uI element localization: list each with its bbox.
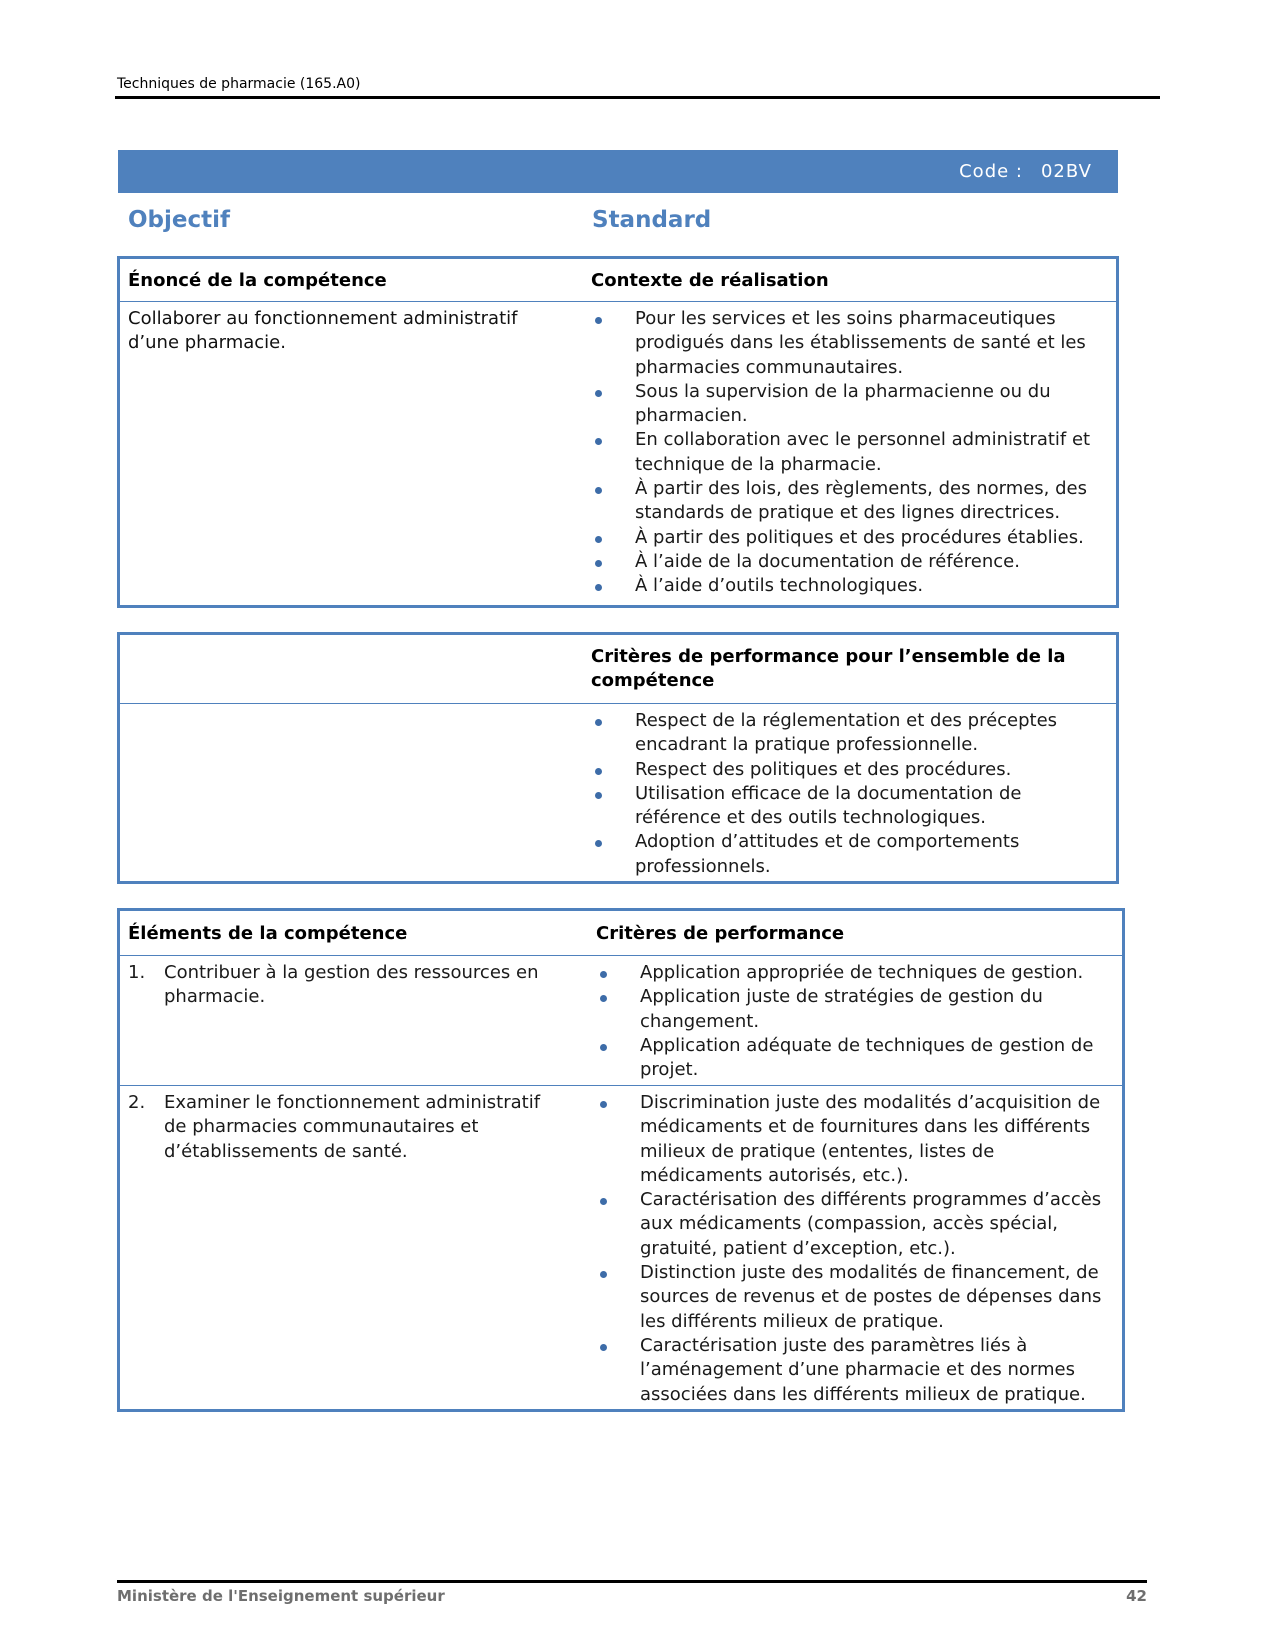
header-enonce: Énoncé de la compétence xyxy=(128,269,387,291)
footer-divider xyxy=(117,1580,1147,1583)
list-item: Respect des politiques et des procédures. xyxy=(591,758,1108,782)
list-item: À partir des lois, des règlements, des normes, des standards de pratique et des lignes directrices. xyxy=(591,477,1108,526)
list-item: Caractérisation des différents programmes d’accès aux médicaments (compassion, accès spécial, gratuité, patient d’exception, etc.). xyxy=(596,1188,1114,1261)
header-elements: Éléments de la compétence xyxy=(128,922,408,944)
criteria-cell xyxy=(583,709,1116,879)
criteria-list xyxy=(596,961,1114,1082)
section-title-objectif: Objectif xyxy=(128,207,231,233)
page-header-title: Techniques de pharmacie (165.A0) xyxy=(117,76,361,92)
table-criteres-ensemble xyxy=(117,632,1119,884)
table-row xyxy=(120,1086,1122,1407)
table-header-row xyxy=(120,259,1116,302)
code-value: 02BV xyxy=(1040,161,1092,182)
context-list xyxy=(591,307,1108,599)
header-divider xyxy=(115,96,1160,99)
list-item: Respect de la réglementation et des préceptes encadrant la pratique professionnelle. xyxy=(591,709,1108,758)
footer-ministry: Ministère de l'Enseignement supérieur xyxy=(117,1587,445,1605)
list-item: Pour les services et les soins pharmaceutiques prodigués dans les établissements de santé et les pharmacies communautaires. xyxy=(591,307,1108,380)
criteria-cell xyxy=(588,961,1122,1085)
element-cell xyxy=(120,961,588,1085)
list-item: À partir des politiques et des procédures établies. xyxy=(591,526,1108,550)
list-item: Application juste de stratégies de gestion du changement. xyxy=(596,985,1114,1034)
element-item xyxy=(128,961,568,1010)
criteria-list xyxy=(596,1091,1114,1407)
list-item: Caractérisation juste des paramètres liés à l’aménagement d’une pharmacie et des normes associées dans les différents milieux de pratique. xyxy=(596,1334,1114,1407)
table-enonce-contexte xyxy=(117,256,1119,608)
element-number: 2. xyxy=(128,1092,146,1113)
list-item: Application appropriée de techniques de gestion. xyxy=(596,961,1114,985)
table-elements-criteres xyxy=(117,908,1125,1412)
empty-cell xyxy=(120,709,583,879)
list-item: Adoption d’attitudes et de comportements professionnels. xyxy=(591,830,1108,879)
header-criteres-ensemble: Critères de performance pour l’ensemble de la compétence xyxy=(591,646,1066,691)
list-item: Discrimination juste des modalités d’acquisition de médicaments et de fournitures dans les différents milieux de pratique (ententes, listes de médicaments autorisés, etc.). xyxy=(596,1091,1114,1188)
code-label: Code : xyxy=(959,161,1023,182)
table-row xyxy=(120,704,1116,879)
element-text: Examiner le fonctionnement administratif de pharmacies communautaires et d’établissements de santé. xyxy=(164,1092,541,1162)
element-list xyxy=(128,961,568,1010)
section-title-standard: Standard xyxy=(592,207,712,233)
table-row xyxy=(120,302,1116,599)
element-list xyxy=(128,1091,568,1164)
list-item: Application adéquate de techniques de gestion de projet. xyxy=(596,1034,1114,1083)
list-item: En collaboration avec le personnel administratif et technique de la pharmacie. xyxy=(591,428,1108,477)
element-item xyxy=(128,1091,568,1164)
table-header-row xyxy=(120,635,1116,704)
table-row xyxy=(120,956,1122,1086)
page-number: 42 xyxy=(1126,1587,1147,1605)
list-item: À l’aide d’outils technologiques. xyxy=(591,574,1108,598)
element-number: 1. xyxy=(128,962,146,983)
list-item: Utilisation efficace de la documentation de référence et des outils technologiques. xyxy=(591,782,1108,831)
element-cell xyxy=(120,1091,588,1407)
header-contexte: Contexte de réalisation xyxy=(591,269,829,291)
criteria-cell xyxy=(588,1091,1122,1407)
context-cell xyxy=(583,307,1116,599)
competency-statement: Collaborer au fonctionnement administratif d’une pharmacie. xyxy=(128,308,518,354)
list-item: Distinction juste des modalités de financement, de sources de revenus et de postes de dépenses dans les différents milieux de pratique. xyxy=(596,1261,1114,1334)
element-text: Contribuer à la gestion des ressources en pharmacie. xyxy=(164,962,539,1008)
table-header-row xyxy=(120,911,1122,956)
list-item: À l’aide de la documentation de référence. xyxy=(591,550,1108,574)
competency-code-bar xyxy=(118,150,1118,193)
list-item: Sous la supervision de la pharmacienne ou du pharmacien. xyxy=(591,380,1108,429)
criteria-list xyxy=(591,709,1108,879)
header-criteres: Critères de performance xyxy=(596,922,845,944)
